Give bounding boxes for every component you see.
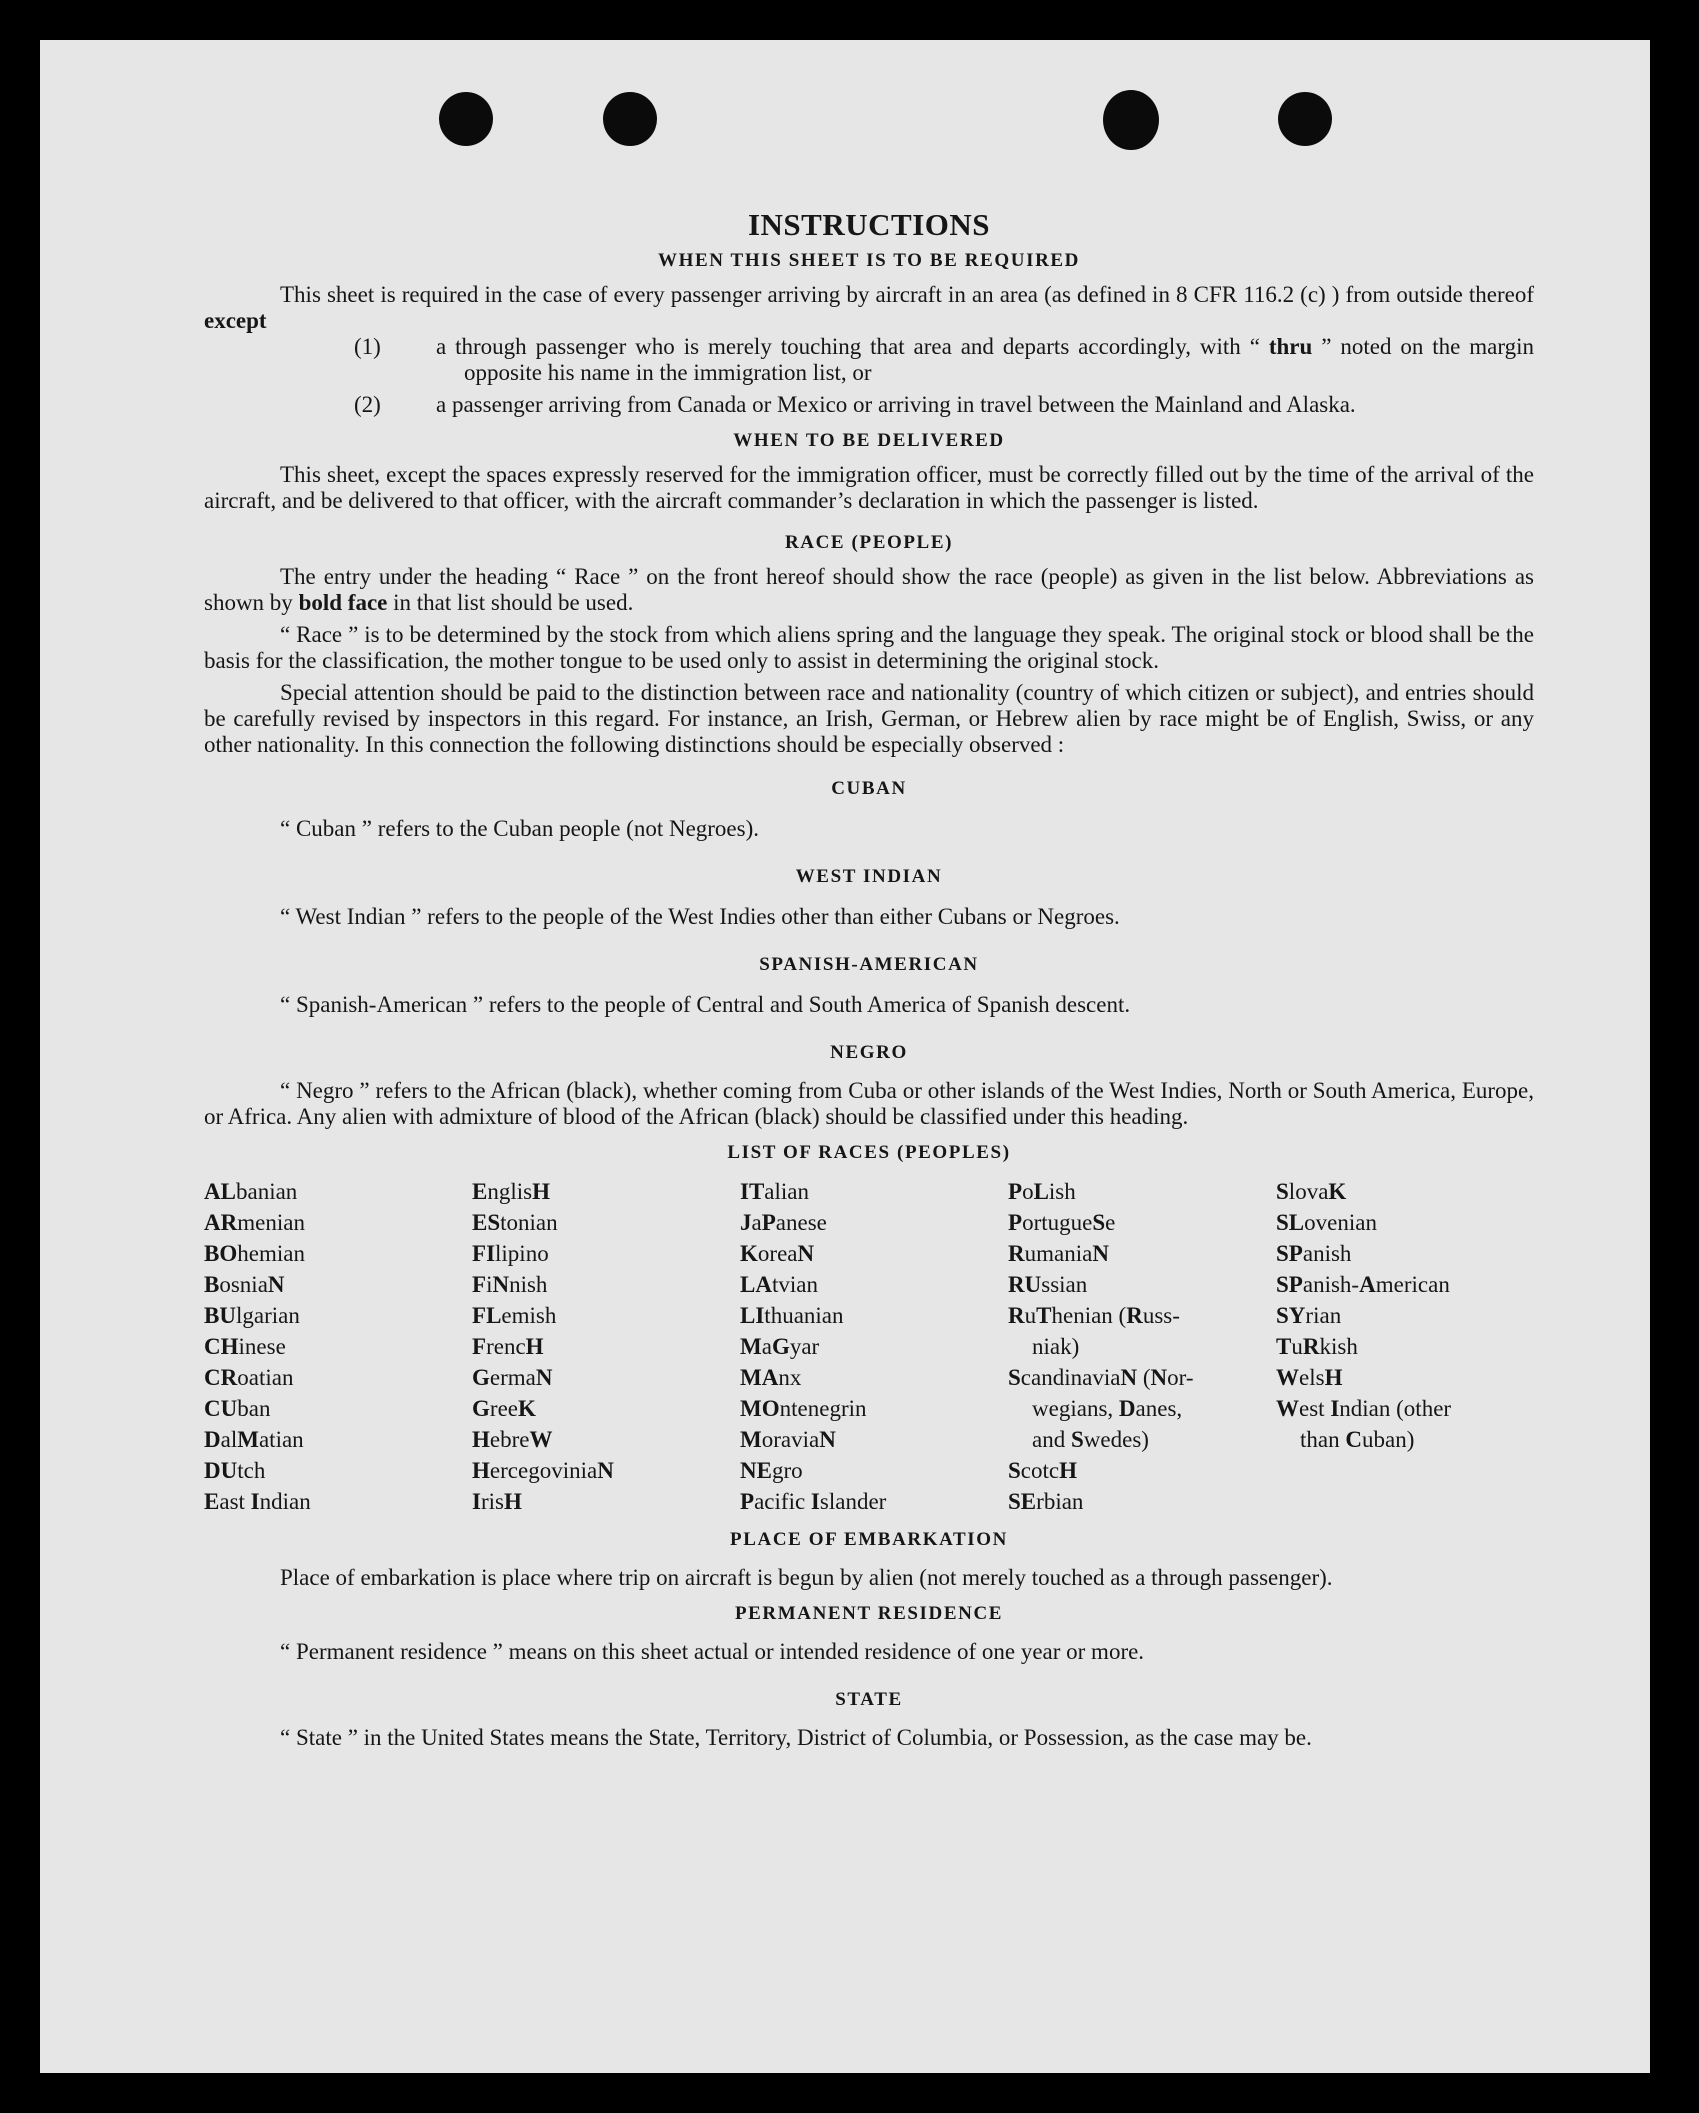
race-entry: GreeK (472, 1396, 536, 1421)
west-indian-text: “ West Indian ” refers to the people of the West Indies other than either Cubans or Negroes. (280, 904, 1120, 929)
race-entry: RumaniaN (1008, 1241, 1109, 1266)
heading-required: WHEN THIS SHEET IS TO BE REQUIRED (657, 250, 1081, 271)
races-column (740, 1176, 1008, 1517)
race-entry: ALbanian (204, 1179, 298, 1204)
race-entry: MAnx (740, 1365, 802, 1390)
race-entry: NEgro (740, 1458, 803, 1483)
race-paragraph-2: “ Race ” is to be determined by the stock from which aliens spring and the language they speak. The original stock or blood shall be the basis for the classification, the mother tongue to be used only to assist in determining the original stock. (204, 622, 1534, 673)
race-entry: MOntenegrin (740, 1396, 867, 1421)
race-entry: ARmenian (204, 1210, 305, 1235)
race-entry: TuRkish (1276, 1334, 1358, 1359)
race-entry: SLovenian (1276, 1210, 1377, 1235)
document-page (40, 40, 1650, 2073)
race-entry: Pacific Islander (740, 1489, 887, 1514)
race-entry: WelsH (1276, 1365, 1343, 1390)
heading-spanish-american: SPANISH-AMERICAN (759, 954, 979, 975)
race-entry: DUtch (204, 1458, 266, 1483)
race-entry: ITalian (740, 1179, 810, 1204)
race-entry: SlovaK (1276, 1179, 1347, 1204)
race-entry: PoLish (1008, 1179, 1076, 1204)
race-paragraph-1: The entry under the heading “ Race ” on the front hereof should show the race (people) as given in the list below. Abbreviations as shown by bold face in that list should be used. (204, 564, 1534, 615)
negro-text: “ Negro ” refers to the African (black), whether coming from Cuba or other islands of the West Indies, North or South America, Europe, or Africa. Any alien with admixture of blood of the African (black) should be classified under this heading. (204, 1078, 1534, 1129)
race-entry: BUlgarian (204, 1303, 300, 1328)
heading-west-indian: WEST INDIAN (795, 866, 943, 887)
races-column (1276, 1176, 1534, 1517)
race-entry: CHinese (204, 1334, 286, 1359)
race-entry: EStonian (472, 1210, 558, 1235)
race-entry: ScandinaviaN (Nor- (1008, 1365, 1194, 1390)
race-entry: BosniaN (204, 1272, 285, 1297)
required-item-2: (2) a passenger arriving from Canada or Mexico or arriving in travel between the Mainland and Alaska. (354, 392, 1356, 417)
state-text: “ State ” in the United States means the State, Territory, District of Columbia, or Possession, as the case may be. (280, 1725, 1312, 1750)
race-entry: SPanish (1276, 1241, 1352, 1266)
heading-race: RACE (PEOPLE) (784, 532, 954, 553)
race-entry: than Cuban) (1300, 1427, 1415, 1452)
race-entry: SErbian (1008, 1489, 1084, 1514)
race-entry: CUban (204, 1396, 271, 1421)
race-entry: West Indian (other (1276, 1396, 1452, 1421)
race-entry: JaPanese (740, 1210, 827, 1235)
embarkation-text: Place of embarkation is place where trip on aircraft is begun by alien (not merely touched as a through passenger). (280, 1565, 1333, 1590)
spanish-american-text: “ Spanish-American ” refers to the people of Central and South America of Spanish descent. (280, 992, 1131, 1017)
race-entry: SYrian (1276, 1303, 1342, 1328)
heading-cuban: CUBAN (831, 778, 907, 799)
race-entry: HebreW (472, 1427, 553, 1452)
race-entry: LAtvian (740, 1272, 818, 1297)
required-item-1: (1) a through passenger who is merely touching that area and departs accordingly, with “ thru ” noted on the margin opposite his name in the immigration list, or (354, 334, 1535, 385)
heading-list-of-races: LIST OF RACES (PEOPLES) (727, 1142, 1011, 1163)
race-entry: FiNnish (472, 1272, 548, 1297)
race-entry: niak) (1032, 1334, 1080, 1359)
punch-hole (1103, 90, 1159, 150)
race-entry: IrisH (472, 1489, 522, 1514)
heading-negro: NEGRO (830, 1042, 908, 1063)
instructions-content (204, 172, 1534, 1751)
race-entry: KoreaN (740, 1241, 815, 1266)
race-entry: HercegoviniaN (472, 1458, 614, 1483)
residence-text: “ Permanent residence ” means on this sheet actual or intended residence of one year or more. (280, 1639, 1145, 1664)
delivered-text: This sheet, except the spaces expressly reserved for the immigration officer, must be correctly filled out by the time of the arrival of the aircraft, and be delivered to that officer, with the aircraft commander’s declaration in which the passenger is listed. (204, 462, 1534, 513)
race-entry: BOhemian (204, 1241, 305, 1266)
required-intro: This sheet is required in the case of every passenger arriving by aircraft in an area (as defined in 8 CFR 116.2 (c) ) from outside thereof except (204, 282, 1534, 333)
race-entry: PortugueSe (1008, 1210, 1116, 1235)
races-column (204, 1176, 472, 1517)
race-entry: RUssian (1008, 1272, 1088, 1297)
heading-state: STATE (835, 1689, 903, 1710)
page-title: INSTRUCTIONS (747, 207, 990, 242)
race-entry: and Swedes) (1032, 1427, 1149, 1452)
races-column (1008, 1176, 1276, 1517)
race-entry: CRoatian (204, 1365, 294, 1390)
race-entry: wegians, Danes, (1032, 1396, 1183, 1421)
race-entry: East Indian (204, 1489, 311, 1514)
races-list (204, 1176, 1534, 1517)
race-entry: MoraviaN (740, 1427, 836, 1452)
race-entry: LIthuanian (740, 1303, 844, 1328)
punch-hole (1278, 92, 1332, 146)
heading-permanent-residence: PERMANENT RESIDENCE (734, 1603, 1004, 1624)
race-entry: MaGyar (740, 1334, 820, 1359)
cuban-text: “ Cuban ” refers to the Cuban people (not Negroes). (280, 816, 760, 841)
races-column (472, 1176, 740, 1517)
race-entry: SPanish-American (1276, 1272, 1450, 1297)
punch-hole (603, 92, 657, 146)
race-entry: FLemish (472, 1303, 557, 1328)
race-entry: GermaN (472, 1365, 553, 1390)
race-entry: EnglisH (472, 1179, 550, 1204)
heading-delivered: WHEN TO BE DELIVERED (733, 430, 1005, 451)
race-entry: FrencH (472, 1334, 544, 1359)
race-entry: ScotcH (1008, 1458, 1078, 1483)
race-paragraph-3: Special attention should be paid to the distinction between race and nationality (country of which citizen or subject), and entries should be carefully revised by inspectors in this regard. For instance, an Irish, German, or Hebrew alien by race might be of English, Swiss, or any other nationality. In this connection the following distinctions should be especially observed : (204, 680, 1534, 757)
race-entry: FIlipino (472, 1241, 549, 1266)
race-entry: RuThenian (Russ- (1008, 1303, 1180, 1328)
punch-hole (439, 92, 493, 146)
race-entry: DalMatian (204, 1427, 304, 1452)
heading-embarkation: PLACE OF EMBARKATION (730, 1529, 1008, 1550)
